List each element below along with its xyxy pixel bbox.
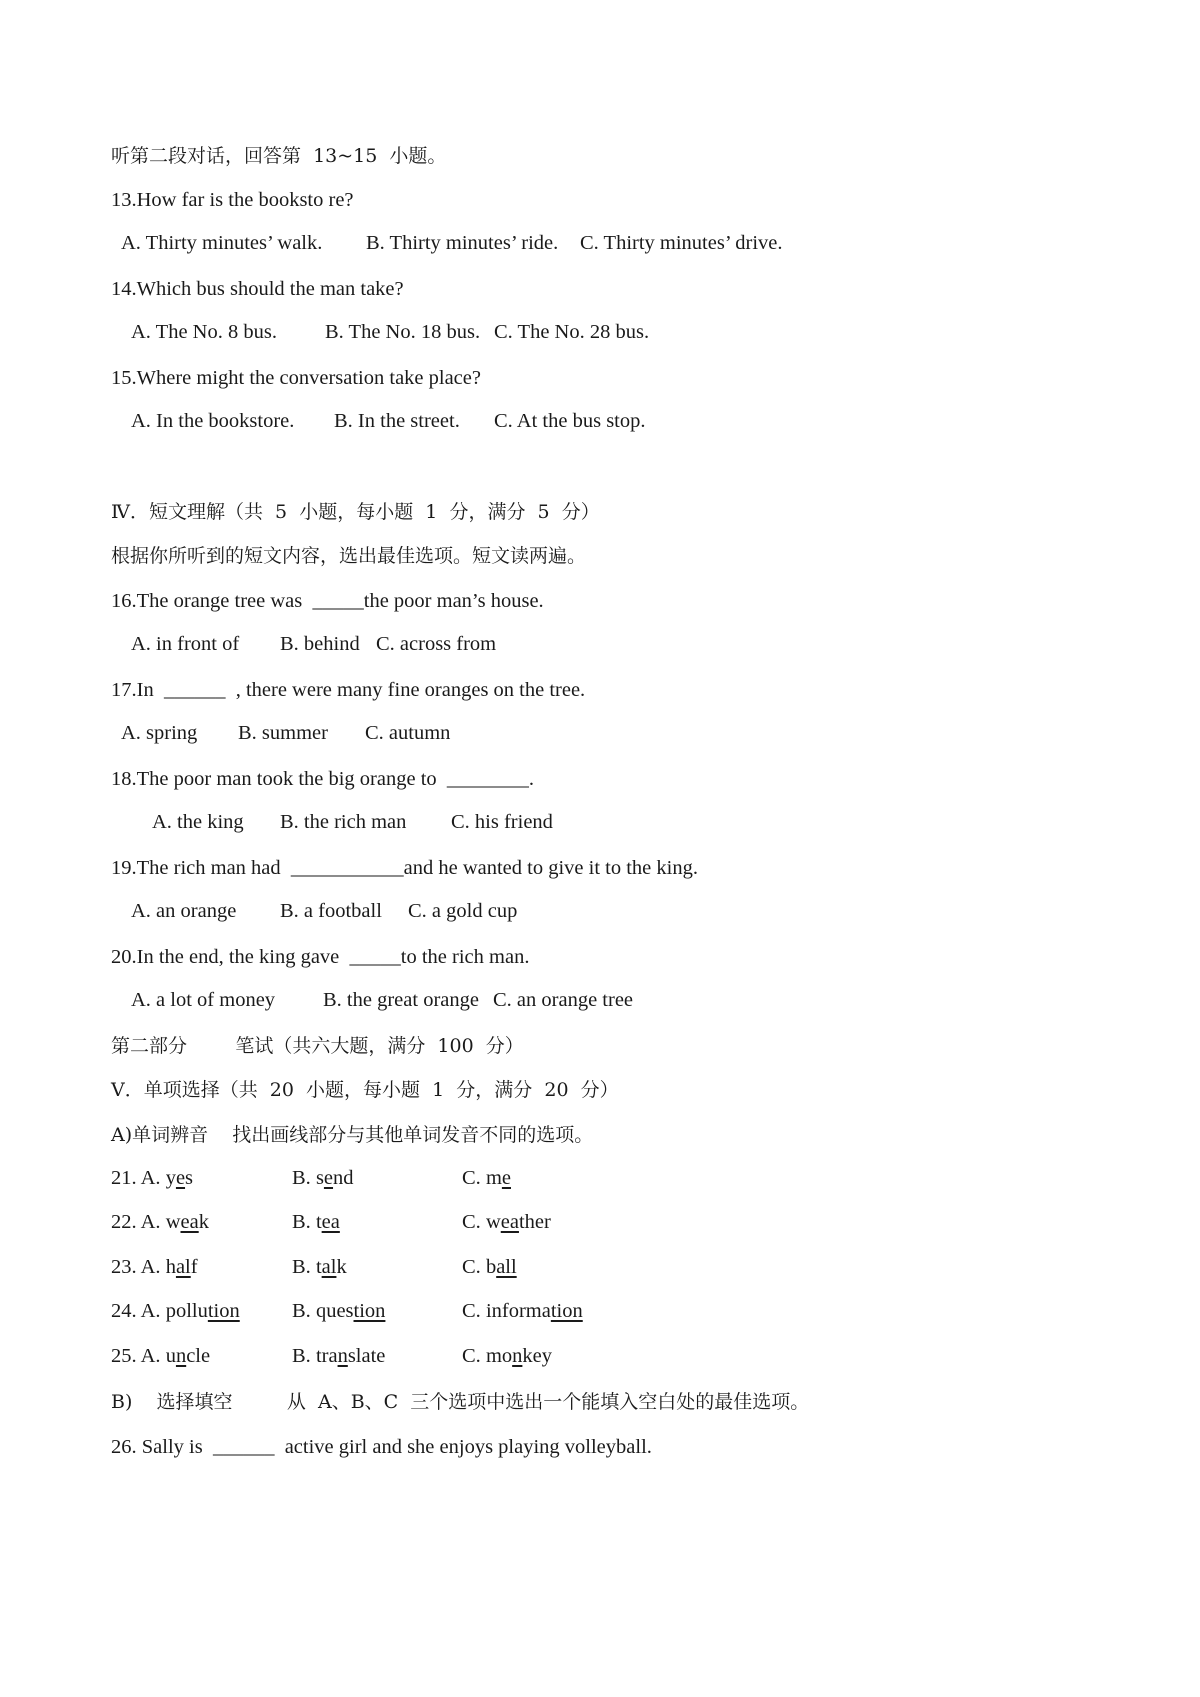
- question-number: 24. A. pollution: [111, 1300, 240, 1322]
- q18-option-c: C. his friend: [451, 811, 553, 833]
- section-4-heading: Ⅳ．短文理解（共 5 小题，每小题 1 分，满分 5 分）: [111, 501, 600, 523]
- question-20: 20.In the end, the king gave _____to the rich man.: [111, 946, 530, 968]
- option-b: B. tea: [292, 1211, 340, 1233]
- q14-option-c: C. The No. 28 bus.: [494, 321, 650, 343]
- question-number: 21. A. yes: [111, 1167, 194, 1189]
- question-15: 15.Where might the conversation take place?: [111, 367, 481, 389]
- question-13: 13.How far is the booksto re?: [111, 189, 354, 211]
- question-number: 22. A. weak: [111, 1211, 209, 1233]
- section-5b-instruction: B) 选择填空 从 A、B、C 三个选项中选出一个能填入空白处的最佳选项。: [111, 1391, 810, 1413]
- q16-option-a: A. in front of: [131, 633, 240, 655]
- section-5-heading: Ⅴ．单项选择（共 20 小题，每小题 1 分，满分 20 分）: [111, 1079, 619, 1101]
- q19-option-a: A. an orange: [131, 900, 237, 922]
- question-26: 26. Sally is ______ active girl and she enjoys playing volleyball.: [111, 1436, 652, 1458]
- q13-option-a: A. Thirty minutes’ walk.: [121, 232, 323, 254]
- q18-option-b: B. the rich man: [280, 811, 407, 833]
- q16-option-b: B. behind: [280, 633, 360, 655]
- q20-option-a: A. a lot of money: [131, 989, 276, 1011]
- part-2-heading: 第二部分 笔试（共六大题，满分 100 分）: [111, 1035, 524, 1057]
- q13-option-b: B. Thirty minutes’ ride.: [366, 232, 559, 254]
- question-number: 25. A. uncle: [111, 1345, 211, 1367]
- q14-option-a: A. The No. 8 bus.: [131, 321, 277, 343]
- q19-option-b: B. a football: [280, 900, 382, 922]
- q19-option-c: C. a gold cup: [408, 900, 518, 922]
- question-18: 18.The poor man took the big orange to ________.: [111, 768, 535, 790]
- q18-option-a: A. the king: [152, 811, 244, 833]
- q17-option-c: C. autumn: [365, 722, 451, 744]
- q17-option-a: A. spring: [121, 722, 198, 744]
- option-c: C. ball: [462, 1256, 517, 1278]
- section-5a-instruction: A)单词辨音 找出画线部分与其他单词发音不同的选项。: [111, 1124, 594, 1146]
- q20-option-b: B. the great orange: [323, 989, 479, 1011]
- q13-option-c: C. Thirty minutes’ drive.: [580, 232, 783, 254]
- option-b: B. question: [292, 1300, 386, 1322]
- q15-option-b: B. In the street.: [334, 410, 460, 432]
- q15-option-c: C. At the bus stop.: [494, 410, 646, 432]
- listening-part2-instruction: 听第二段对话，回答第 13~15 小题。: [111, 145, 447, 167]
- q15-option-a: A. In the bookstore.: [131, 410, 295, 432]
- option-c: C. me: [462, 1167, 511, 1189]
- section-4-instruction: 根据你所听到的短文内容，选出最佳选项。短文读两遍。: [111, 545, 587, 567]
- q16-option-c: C. across from: [376, 633, 497, 655]
- question-17: 17.In ______ , there were many fine oranges on the tree.: [111, 679, 586, 701]
- q14-option-b: B. The No. 18 bus.: [325, 321, 481, 343]
- option-b: B. talk: [292, 1256, 347, 1278]
- question-number: 23. A. half: [111, 1256, 198, 1278]
- question-16: 16.The orange tree was _____the poor man’s house.: [111, 590, 544, 612]
- q17-option-b: B. summer: [238, 722, 328, 744]
- question-14: 14.Which bus should the man take?: [111, 278, 404, 300]
- option-b: B. translate: [292, 1345, 386, 1367]
- option-b: B. send: [292, 1167, 354, 1189]
- option-c: C. information: [462, 1300, 583, 1322]
- question-19: 19.The rich man had ___________and he wanted to give it to the king.: [111, 857, 698, 879]
- option-c: C. weather: [462, 1211, 551, 1233]
- q20-option-c: C. an orange tree: [493, 989, 634, 1011]
- option-c: C. monkey: [462, 1345, 552, 1367]
